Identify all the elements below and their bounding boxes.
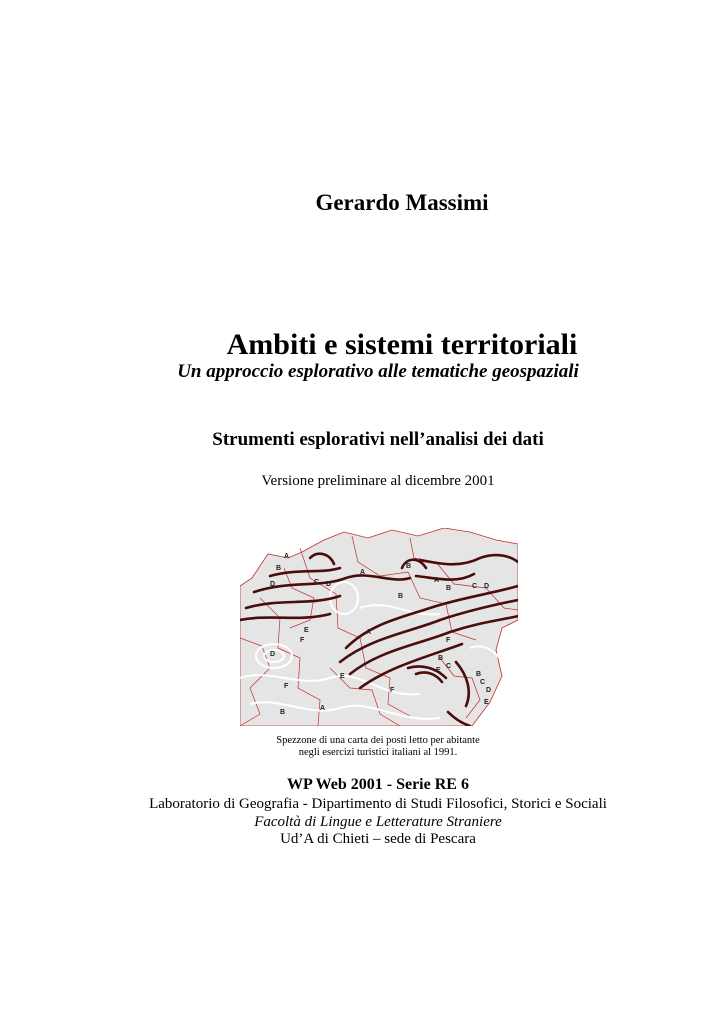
map-label-b: B <box>398 593 404 600</box>
map-label-c: C <box>472 583 478 590</box>
map-label-e: E <box>304 627 309 634</box>
map-label-a: A <box>434 577 440 584</box>
map-label-b: B <box>476 671 482 678</box>
figure-caption-line2: negli esercizi turistici italiani al 1991. <box>298 747 458 758</box>
map-label-c: C <box>446 663 452 670</box>
map-label-c: C <box>314 579 320 586</box>
map-label-d: D <box>270 651 276 658</box>
map-label-b: B <box>276 565 282 572</box>
author-name: Gerardo Massimi <box>315 190 489 215</box>
map-label-b: B <box>438 655 444 662</box>
figure-caption-line1: Spezzone di una carta dei posti letto per abitante <box>276 735 480 746</box>
laboratory-line: Laboratorio di Geografia - Dipartimento di Studi Filosofici, Storici e Sociali <box>149 796 607 812</box>
section-title: Strumenti esplorativi nell’analisi dei dati <box>212 429 544 450</box>
map-label-d: D <box>270 581 276 588</box>
map-label-e: E <box>436 667 441 674</box>
map-label-f: F <box>300 637 305 644</box>
series-identifier: WP Web 2001 - Serie RE 6 <box>287 776 469 793</box>
map-label-f: F <box>284 683 289 690</box>
document-title: Ambiti e sistemi territoriali <box>226 328 578 361</box>
map-label-b: B <box>446 585 452 592</box>
map-label-b: B <box>280 709 286 716</box>
university-line: Ud’A di Chieti – sede di Pescara <box>280 831 476 847</box>
document-subtitle: Un approccio esplorativo alle tematiche geospaziali <box>177 361 579 382</box>
version-note: Versione preliminare al dicembre 2001 <box>261 473 495 489</box>
map-label-d: D <box>484 583 490 590</box>
map-label-e: E <box>340 673 345 680</box>
map-label-f: F <box>390 687 395 694</box>
isoline-map-figure <box>240 528 518 726</box>
map-label-a: A <box>360 569 366 576</box>
map-label-e: E <box>484 699 489 706</box>
map-label-a: A <box>320 705 326 712</box>
faculty-line: Facoltà di Lingue e Letterature Straniere <box>254 814 502 830</box>
map-label-d: D <box>326 581 332 588</box>
map-label-c: C <box>480 679 486 686</box>
map-label-d: D <box>486 687 492 694</box>
map-label-a: A <box>284 553 290 560</box>
map-label-f: F <box>446 637 451 644</box>
map-label-a: A <box>366 629 372 636</box>
map-label-b: B <box>406 563 412 570</box>
